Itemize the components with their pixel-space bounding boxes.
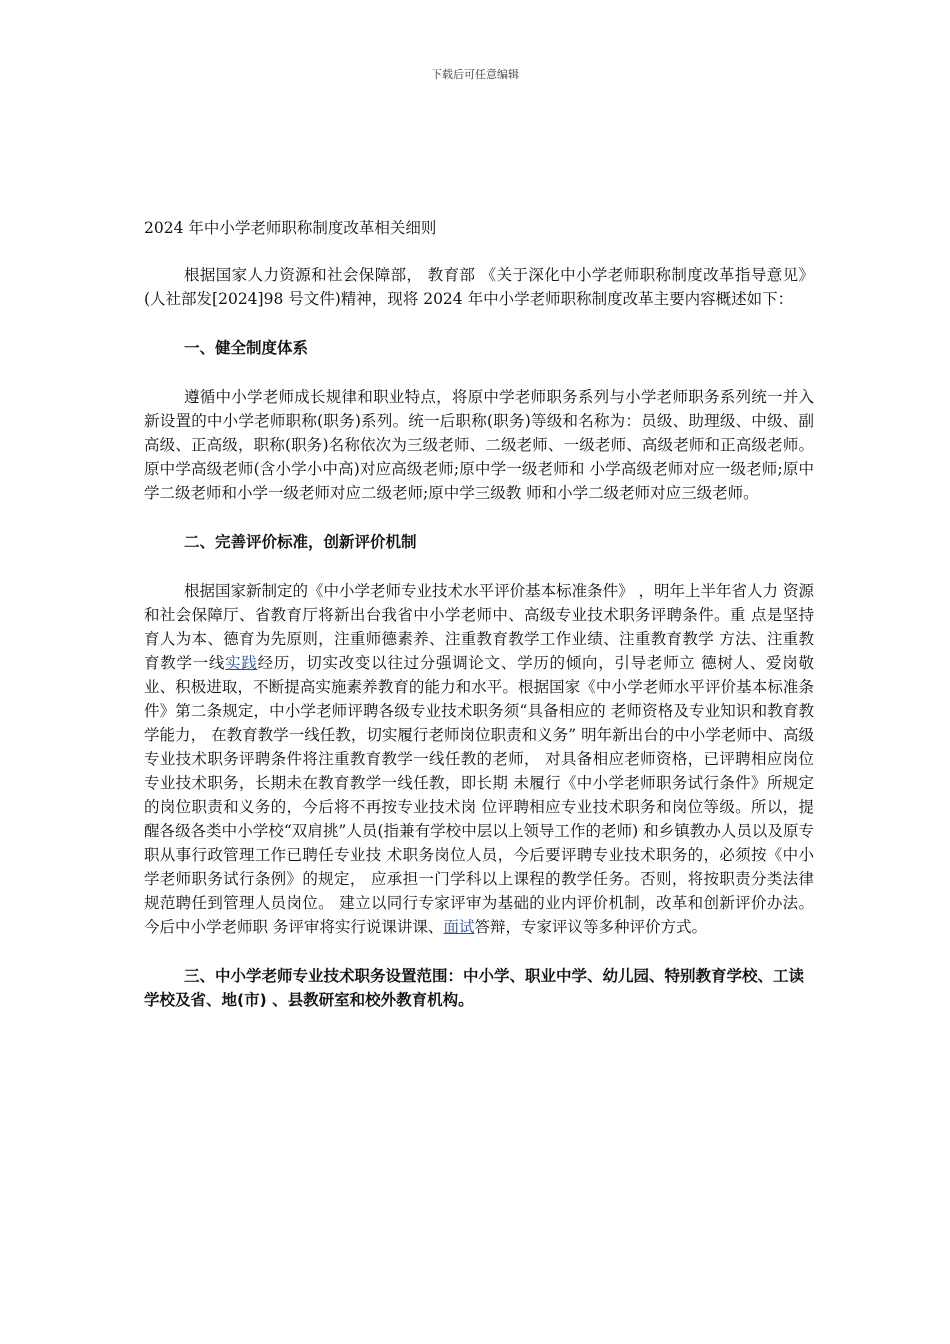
section-1-paragraph: 遵循中小学老师成长规律和职业特点，将原中学老师职务系列与小学老师职务系列统一并入新设置的中小学老师职称(职务)系列。统一后职称(职务)等级和名称为：员级、助理级、中级、副高级、正高级，职称(职务)名称依次为三级老师、二级老师、一级老师、高级老师和正高级老师。原中学高级老师(含小学小中高)对应高级老师;原中学一级老师和 小学高级老师对应一级老师;原中学二级老师和小学一级老师对应二级老师;原中学三级教 师和小学二级老师对应三级老师。 xyxy=(144,388,814,502)
page-header: 下载后可任意编辑 xyxy=(431,68,519,81)
section-2-text-part-2: 经历，切实改变以往过分强调论文、学历的倾向，引导老师立 德树人、爱岗敬业、积极进取，不断提高实施素养教育的能力和水平。根据国家《中小学老师水平评价基本标准条件》第二条规定，中小学老师评聘各级专业技术职务须“具备相应的 老师资格及专业知识和教育教学能力， 在教育教学一线任教，切实履行老师岗位职责和义务” 明年新出台的中小学老师中、高级专业技术职务评聘条件将注重教育教学一线任教的老师， 对具备相应老师资格，已评聘相应岗位专业技术职务，长期未在教育教学一线任教，即长期 未履行《中小学老师职务试行条件》所规定的岗位职责和义务的，今后将不再按专业技术岗 位评聘相应专业技术职务和岗位等级。所以，提醒各级各类中小学校“双肩挑”人员(指兼有学校中层以上领导工作的老师) 和乡镇教办人员以及原专职从事行政管理工作已聘任专业技 术职务岗位人员，今后要评聘专业技术职务的，必须按《中小学老师职务试行条例》的规定， 应承担一门学科以上课程的教学任务。否则，将按职责分类法律规范聘任到管理人员岗位。 建立以同行专家评审为基础的业内评价机制，改革和创新评价办法。今后中小学老师职 务评审将实行说课讲课、 xyxy=(144,654,814,936)
section-2-paragraph xyxy=(144,579,814,939)
practice-link[interactable]: 实践 xyxy=(225,654,258,672)
document-title: 2024 年中小学老师职称制度改革相关细则 xyxy=(144,219,437,237)
section-1-heading: 一、健全制度体系 xyxy=(184,339,309,357)
intro-paragraph: 根据国家人力资源和社会保障部， 教育部 《关于深化中小学老师职称制度改革指导意见》(人社部发[2024]98 号文件)精神，现将 2024 年中小学老师职称制度改革主要内容概述如下： xyxy=(144,266,814,308)
document-body xyxy=(144,216,814,1037)
interview-link[interactable]: 面试 xyxy=(443,918,475,936)
section-2-text-part-1: 根据国家新制定的《中小学老师专业技术水平评价基本标准条件》 ，明年上半年省人力 资源和社会保障厅、省教育厅将新出台我省中小学老师中、高级专业技术职务评聘条件。重 点是坚持育人为本、德育为先原则，注重师德素养、注重教育教学工作业绩、注重教育教学 方法、注重教育教学一线 xyxy=(144,582,814,672)
section-2-heading: 二、完善评价标准，创新评价机制 xyxy=(184,533,417,551)
section-3-heading: 三、中小学老师专业技术职务设置范围：中小学、职业中学、幼儿园、特别教育学校、工读学校及省、地(市) 、县教研室和校外教育机构。 xyxy=(144,967,805,1009)
section-2-text-part-3: 答辩，专家评议等多种评价方式。 xyxy=(474,918,707,936)
